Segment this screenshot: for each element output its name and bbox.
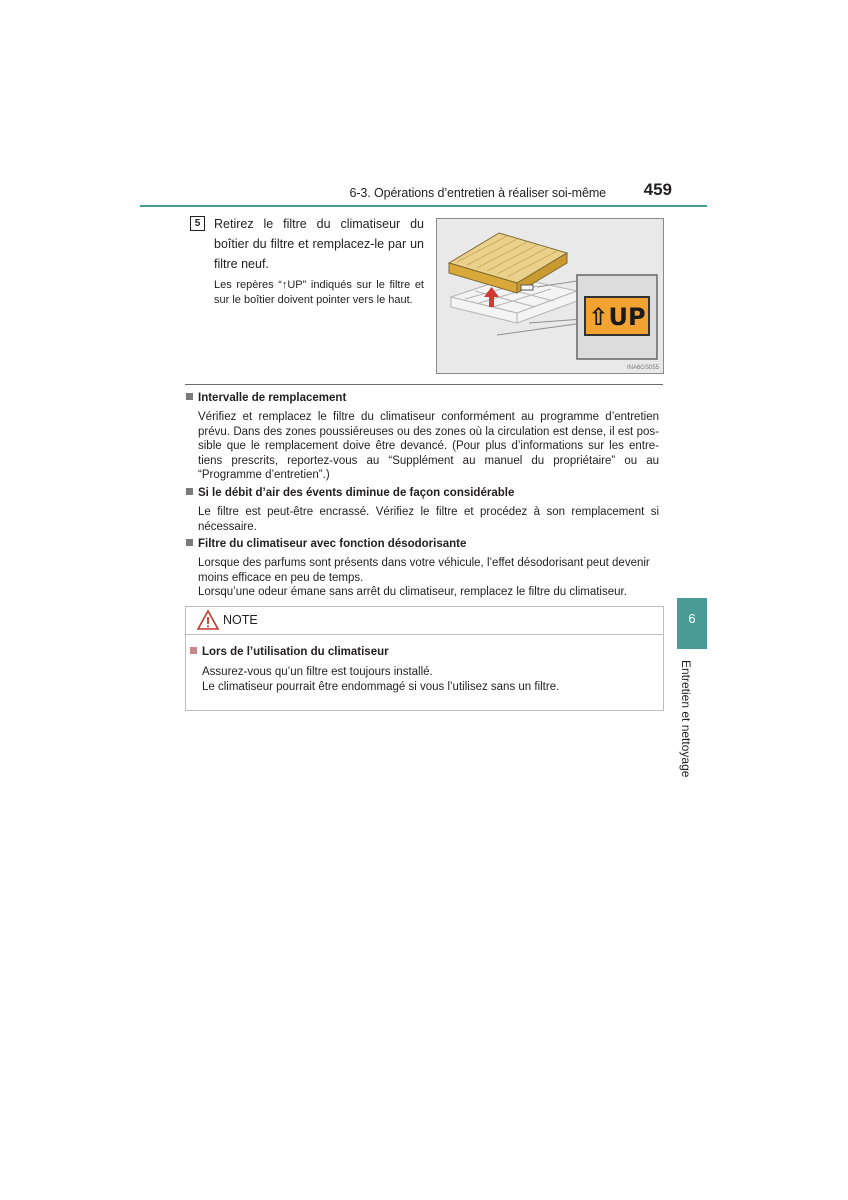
- section-body-airflow: Le filtre est peut-être encrassé. Vérifiez le filtre et procédez à son remplacement si nécessaire.: [198, 506, 659, 533]
- section-heading-replacement-interval: Intervalle de remplacement: [186, 392, 346, 404]
- header-rule: [140, 205, 707, 207]
- square-bullet-icon: [190, 647, 197, 654]
- figure-code: INA6GS055: [626, 365, 659, 371]
- page-number: 459: [643, 180, 672, 199]
- square-bullet-icon: [186, 539, 193, 546]
- section-body-deodorizing-filter: Lorsque des parfums sont présents dans votre véhicule, l’effet désodorisant peut devenir moins efficace en peu de temps. Lorsqu’une odeur émane sans arrêt du climatiseur, remplacez le filtre du climatiseur.: [198, 557, 650, 598]
- step-instruction: Retirez le filtre du climatiseur du boîtier du filtre et remplacez-le par un filtre neuf.: [214, 217, 424, 271]
- section-heading-deodorizing-filter: Filtre du climatiseur avec fonction désodorisante: [186, 538, 466, 550]
- step-number-badge: 5: [190, 216, 205, 231]
- up-label: ⇧UP: [588, 303, 646, 331]
- section-title: 6-3. Opérations d’entretien à réaliser soi-même: [349, 186, 606, 200]
- note-divider: [185, 634, 663, 635]
- square-bullet-icon: [186, 488, 193, 495]
- section-body-replacement-interval: Vérifiez et remplacez le filtre du climatiseur conformément au programme d’entretien prévu. Dans des zones poussiéreuses ou des zones où la circulation est dense, il est pos- sible que le remplacement doive être devancé. (Pour plus d’informations sur les entre- tiens prescrits, reportez-vous au “Supplément au manuel du propriétaire” ou au “Programme d’entretien”.): [198, 411, 659, 481]
- warning-triangle-icon: [197, 609, 219, 631]
- note-label: NOTE: [223, 613, 258, 627]
- note-heading: Lors de l’utilisation du climatiseur: [190, 646, 389, 658]
- chapter-tab-label: Entretien et nettoyage: [679, 660, 693, 778]
- chapter-tab: 6: [677, 598, 707, 649]
- filter-illustration: [436, 218, 664, 374]
- square-bullet-icon: [186, 393, 193, 400]
- filter-drawing: [437, 219, 663, 373]
- note-body: Assurez-vous qu’un filtre est toujours installé. Le climatiseur pourrait être endommagé si vous l’utilisez sans un filtre.: [202, 666, 560, 693]
- step-note: Les repères “↑UP” indiqués sur le filtre et sur le boîtier doivent pointer vers le haut.: [214, 279, 424, 306]
- section-heading-airflow: Si le débit d’air des évents diminue de façon considérable: [186, 487, 514, 499]
- section-rule: [185, 384, 663, 385]
